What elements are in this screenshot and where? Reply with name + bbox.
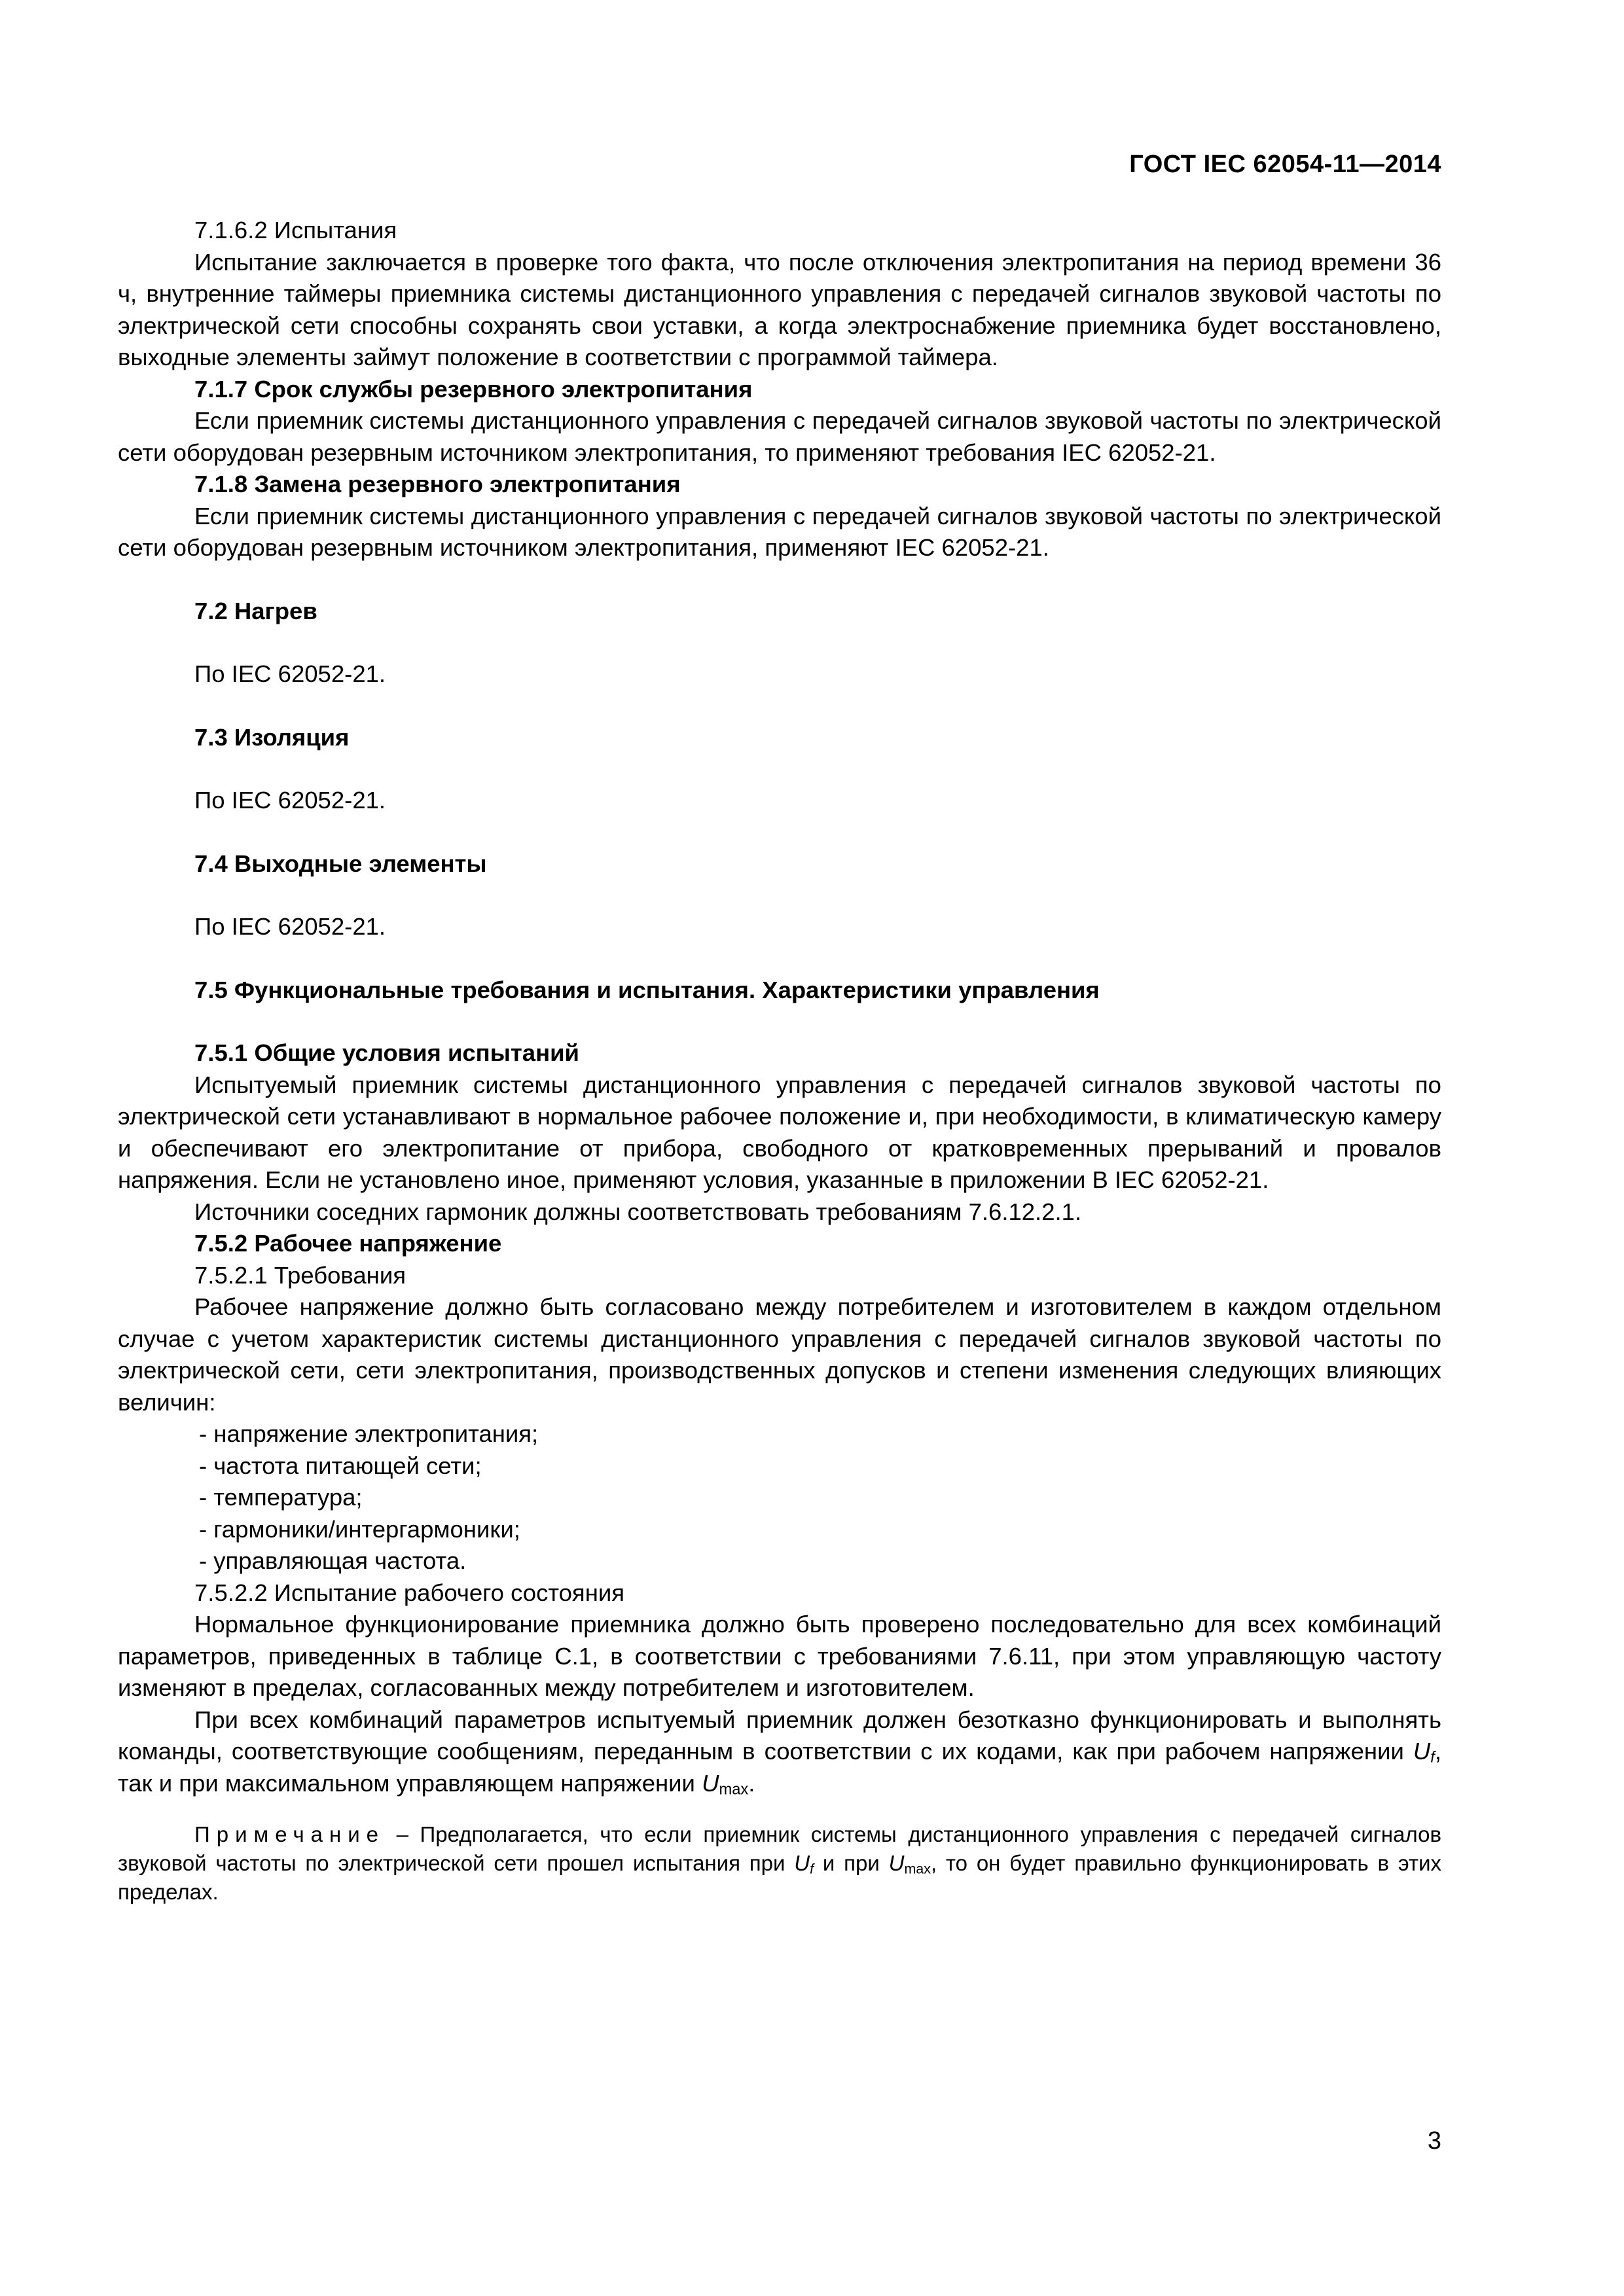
section-7-5-2-2-title: 7.5.2.2 Испытание рабочего состояния <box>194 1579 624 1606</box>
section-7-1-6-2-title: 7.1.6.2 Испытания <box>194 217 397 243</box>
section-7-1-7-title: 7.1.7 Срок службы резервного электропитания <box>194 375 753 403</box>
section-7-5-2-1-text: Рабочее напряжение должно быть согласовано между потребителем и изготовителем в каждом отдельном случае с учетом характеристик системы дистанционного управления с передачей сигналов звуковой частоты по электрической сети, сети электропитания, производственных допусков и степени изменения следующих влияющих величин: <box>118 1293 1441 1416</box>
note: Примечание – Предполагается, что если приемник системы дистанционного управления с передачей сигналов звуковой частоты по электрической сети прошел испытания при $U_f$ и при $U_{max}$, то он будет правильно функционировать в этих пределах. <box>118 1822 1442 1904</box>
section-7-5-2-1-title: 7.5.2.1 Требования <box>194 1261 406 1289</box>
section-7-3-text: По IEC 62052-21. <box>194 787 386 814</box>
section-7-4-text: По IEC 62052-21. <box>194 913 386 940</box>
section-7-4-title: 7.4 Выходные элементы <box>194 850 487 877</box>
section-7-1-8-title: 7.1.8 Замена резервного электропитания <box>194 471 681 497</box>
note-label: Примечание <box>194 1822 386 1846</box>
section-7-1-8-text: Если приемник системы дистанционного управления с передачей сигналов звуковой частоты по электрической сети оборудован резервным источником электропитания, применяют IEC 62052-21. <box>118 502 1441 561</box>
list-item: - напряжение электропитания; <box>199 1420 539 1447</box>
section-7-2-text: По IEC 62052-21. <box>194 660 386 687</box>
influence-quantities-list <box>118 1418 1441 1577</box>
list-item: - частота питающей сети; <box>199 1452 482 1479</box>
page-number: 3 <box>1427 2127 1441 2155</box>
section-7-5-1-text-2: Источники соседних гармоник должны соответствовать требованиям 7.6.12.2.1. <box>194 1198 1082 1225</box>
list-item: - управляющая частота. <box>199 1547 467 1574</box>
document-body <box>118 215 1441 1907</box>
section-7-5-2-2-text: Нормальное функционирование приемника должно быть проверено последовательно для всех комбинаций параметров, приведенных в таблице С.1, в соответствии с требованиями 7.6.11, при этом управляющую частоту изменяют в пределах, согласованных между потребителем и изготовителем. <box>118 1611 1441 1701</box>
section-7-5-1-text: Испытуемый приемник системы дистанционного управления с передачей сигналов звуковой частоты по электрической сети устанавливают в нормальное рабочее положение и, при необходимости, в климатическую камеру и обеспечивают его электропитание от прибора, свободного от кратковременных прерываний и провалов напряжения. Если не установлено иное, применяют условия, указанные в приложении В IEC 62052-21. <box>118 1071 1441 1193</box>
list-item: - температура; <box>199 1484 363 1511</box>
section-7-5-title: 7.5 Функциональные требования и испытания. Характеристики управления <box>194 976 1100 1003</box>
section-7-5-2-title: 7.5.2 Рабочее напряжение <box>194 1230 502 1257</box>
section-7-2-title: 7.2 Нагрев <box>194 597 317 624</box>
section-7-1-6-2-text: Испытание заключается в проверке того факта, что после отключения электропитания на период времени 36 ч, внутренние таймеры приемника системы дистанционного управления с передачей сигналов звуковой частоты по электрической сети способны сохранять свои уставки, а когда электроснабжение приемника будет восстановлено, выходные элементы займут положение в соответствии с программой таймера. <box>118 248 1441 370</box>
section-7-5-1-title: 7.5.1 Общие условия испытаний <box>194 1039 579 1066</box>
section-7-1-7-text: Если приемник системы дистанционного управления с передачей сигналов звуковой частоты по электрической сети оборудован резервным источником электропитания, то применяют требования IEC 62052-21. <box>118 407 1441 466</box>
document-header: ГОСТ IEC 62054-11—2014 <box>1129 151 1441 178</box>
list-item: - гармоники/интергармоники; <box>199 1515 520 1543</box>
section-7-3-title: 7.3 Изоляция <box>194 723 350 751</box>
section-7-5-2-2-text-2: При всех комбинаций параметров испытуемый приемник должен безотказно функционировать и выполнять команды, соответствующие сообщениям, переданным в соответствии с их кодами, как при рабочем напряжении $U_f$, так и при максимальном управляющем напряжении $U_{max}$. <box>118 1706 1441 1799</box>
